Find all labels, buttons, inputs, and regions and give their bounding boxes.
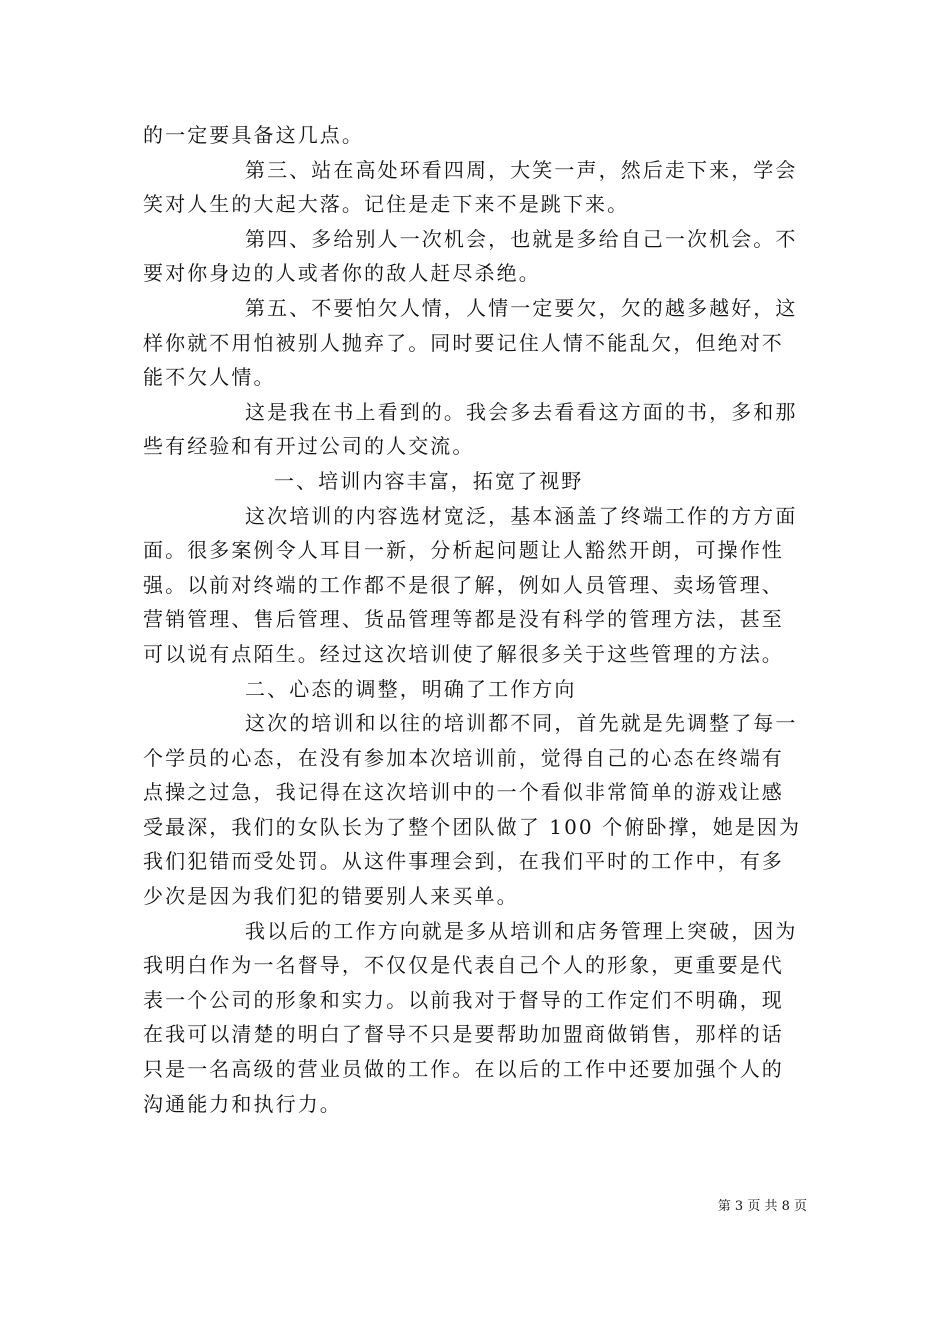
text-line: 只是一名高级的营业员做的工作。在以后的工作中还要加强个人的 (143, 1057, 784, 1082)
text-line: 可以说有点陌生。经过这次培训使了解很多关于这些管理的方法。 (143, 641, 784, 666)
text-line: 第四、多给别人一次机会，也就是多给自己一次机会。不 (245, 226, 798, 251)
text-line: 我们犯错而受处罚。从这件事理会到，在我们平时的工作中，有多 (143, 849, 784, 874)
text-line: 的一定要具备这几点。 (143, 123, 364, 147)
text-line: 二、心态的调整，明确了工作方向 (245, 676, 577, 701)
text-line: 表一个公司的形象和实力。以前我对于督导的工作定们不明确，现 (143, 987, 784, 1012)
text-line: 在我可以清楚的明白了督导不只是要帮助加盟商做销售，那样的话 (143, 1022, 784, 1047)
text-line: 笑对人生的大起大落。记住是走下来不是跳下来。 (143, 192, 630, 217)
text-line: 个学员的心态，在没有参加本次培训前，觉得自己的心态在终端有 (143, 745, 784, 770)
text-line: 强。以前对终端的工作都不是很了解，例如人员管理、卖场管理、 (143, 572, 784, 597)
page-number: 第 3 页 共 8 页 (717, 1199, 807, 1214)
text-line: 第三、站在高处环看四周，大笑一声，然后走下来，学会 (245, 157, 798, 182)
text-line: 点操之过急，我记得在这次培训中的一个看似非常简单的游戏让感 (143, 780, 784, 805)
text-line: 我以后的工作方向就是多从培训和店务管理上突破，因为 (245, 918, 798, 943)
text-line: 营销管理、售后管理、货品管理等都是没有科学的管理方法，甚至 (143, 607, 784, 632)
section-heading: 一、培训内容丰富，拓宽了视野 (274, 468, 584, 493)
text-line: 样你就不用怕被别人抛弃了。同时要记住人情不能乱欠，但绝对不 (143, 330, 784, 355)
text-line: 要对你身边的人或者你的敌人赶尽杀绝。 (143, 261, 541, 286)
text-line: 能不欠人情。 (143, 365, 276, 390)
text-line: 少次是因为我们犯的错要别人来买单。 (143, 884, 519, 909)
text-line: 受最深，我们的女队长为了整个团队做了 100 个俯卧撑，她是因为 (143, 814, 802, 839)
text-line: 些有经验和有开过公司的人交流。 (143, 434, 475, 459)
text-line: 这次的培训和以往的培训都不同，首先就是先调整了每一 (245, 711, 798, 736)
text-line: 我明白作为一名督导，不仅仅是代表自己个人的形象，更重要是代 (143, 953, 784, 978)
body-text (143, 118, 813, 1121)
text-line: 这次培训的内容选材宽泛，基本涵盖了终端工作的方方面 (245, 503, 798, 528)
text-line: 这是我在书上看到的。我会多去看看这方面的书，多和那 (245, 399, 798, 424)
text-line: 第五、不要怕欠人情，人情一定要欠，欠的越多越好，这 (245, 295, 798, 320)
text-line: 面。很多案例令人耳目一新，分析起问题让人豁然开朗，可操作性 (143, 538, 784, 563)
text-line: 沟通能力和执行力。 (143, 1091, 342, 1116)
